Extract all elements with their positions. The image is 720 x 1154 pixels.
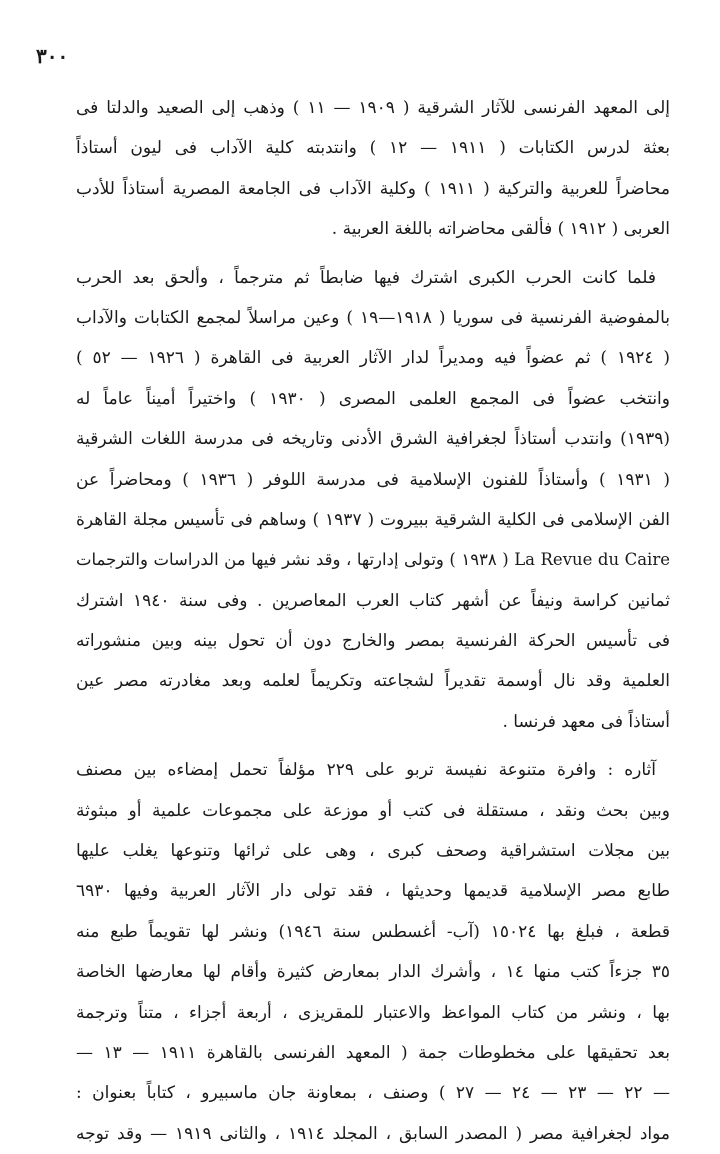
- text-line: وانتخب عضواً فى المجمع العلمى المصرى ( ١٩٣٠ ) واختيراً أميناً عاماً له: [76, 388, 670, 409]
- page-number: ٣٠٠: [36, 44, 69, 68]
- text-line: الفن الإسلامى فى الكلية الشرقية ببيروت ( ١٩٣٧ ) وساهم فى تأسيس مجلة القاهرة: [76, 509, 670, 530]
- text-line: فى تأسيس الحركة الفرنسية بمصر والخارج دون أن تحول بينه وبين منشوراته: [76, 631, 670, 652]
- text-line: العلمية وقد نال أوسمة تقديراً لشجاعته وتكريماً لعلمه وبعد مغادرته مصر عين: [76, 671, 670, 692]
- text-line: بين مجلات استشراقية وصحف كبرى ، وهى على ثرائها وتنوعها يغلب عليها: [76, 841, 670, 862]
- text-line: (١٩٣٩) وانتدب أستاذاً لجغرافية الشرق الأدنى وتاريخه فى مدرسة اللغات الشرقية: [76, 429, 670, 450]
- text-line: ٣٥ جزءاً كتب منها ١٤ ، وأشرك الدار بمعارض كثيرة وأقام لها معارضها الخاصة: [76, 962, 670, 983]
- body-text: [76, 88, 670, 1154]
- text-line: وبين بحث ونقد ، مستقلة فى كتب أو موزعة على مجموعات علمية أو مبثوثة: [76, 800, 670, 821]
- text-line: مواد لجغرافية مصر ( المصدر السابق ، المجلد ١٩١٤ ، والثانى ١٩١٩ — وقد توجه: [76, 1123, 670, 1144]
- text-line: إلى المعهد الفرنسى للآثار الشرقية ( ١٩٠٩ — ١١ ) وذهب إلى الصعيد والدلتا فى: [76, 98, 670, 118]
- text-line: طابع مصر الإسلامية قديمها وحديثها ، فقد تولى دار الآثار العربية وفيها ٦٩٣٠: [76, 881, 670, 902]
- text-line: فلما كانت الحرب الكبرى اشترك فيها ضابطاً ثم مترجماً ، وألحق بعد الحرب: [76, 267, 656, 288]
- text-line: بالمفوضية الفرنسية فى سوريا ( ١٩١٨—١٩ ) وعين مراسلاً لمجمع الكتابات والآداب: [76, 307, 670, 328]
- text-line: بها ، ونشر من كتاب المواعظ والاعتبار للمقريزى ، أربعة أجزاء ، متناً وترجمة: [76, 1002, 670, 1023]
- text-line: ( ١٩٢٤ ) ثم عضواً فيه ومديراً لدار الآثار العربية فى القاهرة ( ١٩٢٦ — ٥٢ ): [76, 348, 670, 369]
- text-line: ثمانين كراسة ونيفاً عن أشهر كتاب العرب المعاصرين . وفى سنة ١٩٤٠ اشترك: [76, 590, 670, 611]
- paragraph-2: [76, 258, 670, 743]
- text-line: العربى ( ١٩١٢ ) فألقى محاضراته باللغة العربية .: [331, 219, 670, 240]
- text-line: — ٢٢ — ٢٣ — ٢٤ — ٢٧ ) وصنف ، بمعاونة جان ماسبيرو ، كتاباً بعنوان :: [76, 1083, 670, 1104]
- text-line: La Revue du Caire ( ١٩٣٨ ) وتولى إدارتها ، وقد نشر فيها من الدراسات والترجمات: [76, 550, 670, 570]
- text-line: محاضراً للعربية والتركية ( ١٩١١ ) وكلية الآداب فى الجامعة المصرية أستاذاً للأدب: [76, 178, 670, 199]
- text-line: ( ١٩٣١ ) وأستاذاً للفنون الإسلامية فى مدرسة اللوفر ( ١٩٣٦ ) ومحاضراً عن: [76, 469, 670, 490]
- text-line: بعثة لدرس الكتابات ( ١٩١١ — ١٢ ) وانتدبته كلية الآداب فى ليون أستاذاً: [76, 138, 670, 159]
- paragraph-1: [76, 88, 670, 250]
- text-line: أستاذاً فى معهد فرنسا .: [502, 711, 670, 732]
- text-line: آثاره : وافرة متنوعة نفيسة تربو على ٢٢٩ مؤلفاً تحمل إمضاءه بين مصنف: [76, 760, 656, 781]
- text-line: قطعة ، فبلغ بها ١٥٠٢٤ (آب- أغسطس سنة ١٩٤٦) ونشر لها تقويماً طبع منه: [76, 921, 670, 942]
- paragraph-3: [76, 750, 670, 1154]
- text-line: بعد تحقيقها على مخطوطات جمة ( المعهد الفرنسى بالقاهرة ١٩١١ — ١٣ —: [76, 1042, 670, 1063]
